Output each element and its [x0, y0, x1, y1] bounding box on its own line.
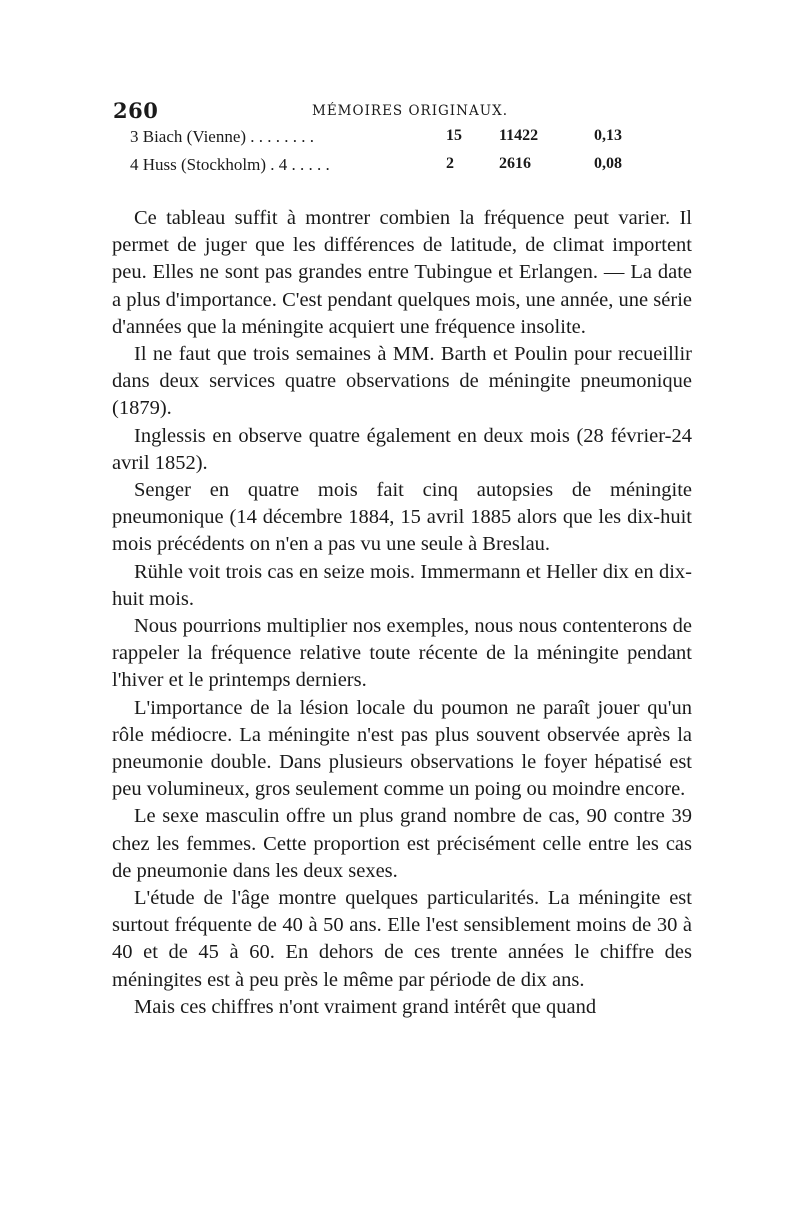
paragraph: Mais ces chiffres n'ont vraiment grand intérêt que quand [134, 995, 597, 1018]
table-cell-total: 2616 [499, 155, 531, 172]
statistics-table [130, 127, 690, 183]
table-cell-cases: 2 [446, 155, 454, 172]
table-cell-location: 3 Biach (Vienne) . . . . . . . . [130, 127, 315, 146]
page-number: 260 [113, 98, 159, 123]
paragraph: L'importance de la lésion locale du poumon ne paraît jouer qu'un rôle médiocre. La méningite n'est pas plus souvent observée après la pneumonie double. Dans plusieurs observations le foyer hépatisé est peu volumineux, gros seulement comme un poing ou moindre encore. [112, 696, 692, 801]
table-cell-ratio: 0,13 [594, 127, 622, 144]
body-text [112, 205, 692, 1021]
paragraph: Rühle voit trois cas en seize mois. Immermann et Heller dix en dix-huit mois. [112, 560, 692, 610]
table-row [130, 127, 690, 155]
paragraph: Nous pourrions multiplier nos exemples, nous nous contenterons de rappeler la fréquence relative toute récente de la méningite pendant l'hiver et le printemps derniers. [112, 615, 692, 692]
table-row [130, 155, 690, 183]
paragraph: Il ne faut que trois semaines à MM. Barth et Poulin pour recueillir dans deux services quatre observations de méningite pneumonique (1879). [112, 343, 692, 420]
running-head [113, 98, 693, 124]
paragraph: Senger en quatre mois fait cinq autopsies de méningite pneumonique (14 décembre 1884, 15 avril 1885 alors que les dix-huit mois précédents on n'en a pas vu une seule à Breslau. [112, 479, 692, 556]
paragraph: Inglessis en observe quatre également en deux mois (28 février-24 avril 1852). [112, 424, 692, 474]
table-cell-location: 4 Huss (Stockholm) . 4 . . . . . [130, 155, 330, 174]
table-cell-total: 11422 [499, 127, 539, 144]
paragraph: Le sexe masculin offre un plus grand nombre de cas, 90 contre 39 chez les femmes. Cette proportion est précisément celle entre les cas de pneumonie dans les deux sexes. [112, 805, 692, 882]
paragraph: L'étude de l'âge montre quelques particularités. La méningite est surtout fréquente de 40 à 50 ans. Elle l'est sensiblement moins de 30 à 40 et de 45 à 60. En dehors de ces trente années le chiffre des méningites est à peu près le même par période de dix ans. [112, 887, 692, 991]
table-cell-cases: 15 [446, 127, 462, 144]
running-title: MÉMOIRES ORIGINAUX. [312, 103, 508, 119]
table-cell-ratio: 0,08 [594, 155, 622, 172]
paragraph: Ce tableau suffit à montrer combien la fréquence peut varier. Il permet de juger que les différences de latitude, de climat importent peu. Elles ne sont pas grandes entre Tubingue et Erlangen. — La date a plus d'importance. C'est pendant quelques mois, une année, une série d'années que la méningite acquiert une fréquence insolite. [112, 207, 692, 338]
